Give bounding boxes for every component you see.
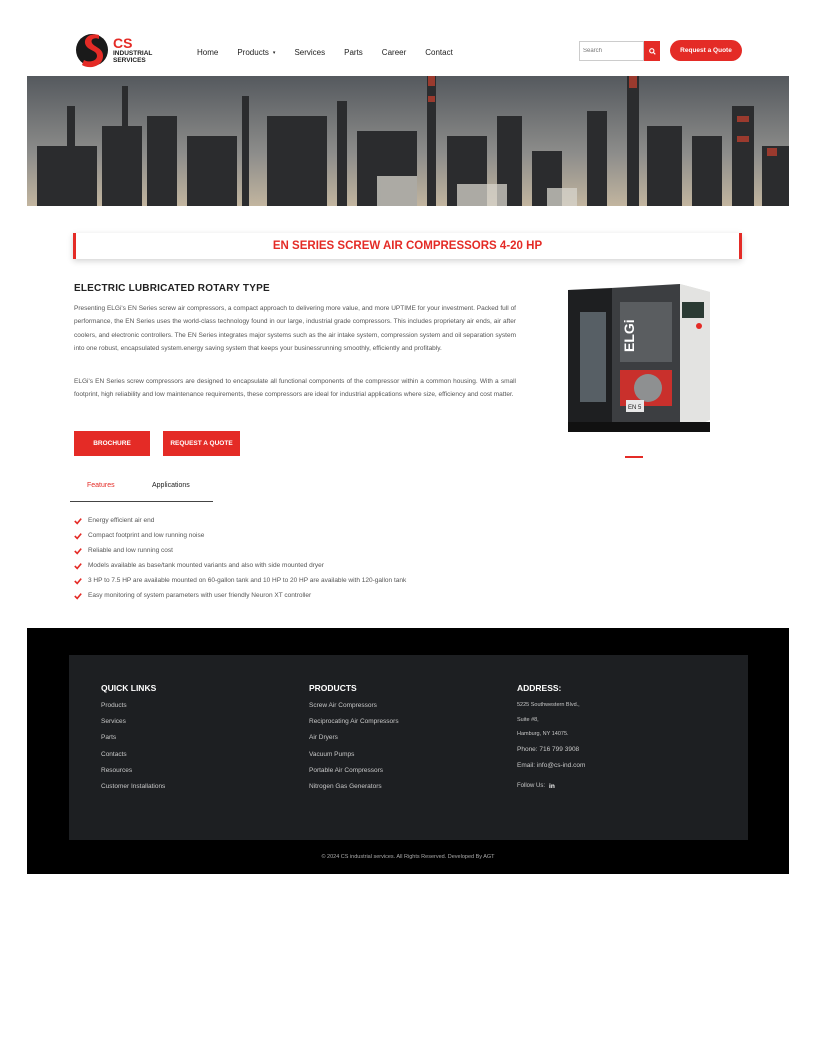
logo-line-2: SERVICES [113,57,146,64]
footer-link-vacuum-pumps[interactable]: Vacuum Pumps [309,750,355,758]
feature-text: Energy efficient air end [88,517,155,524]
footer-heading: PRODUCTS [309,683,357,693]
request-quote-button[interactable]: REQUEST A QUOTE [163,431,240,456]
footer-link-portable-compressors[interactable]: Portable Air Compressors [309,766,384,774]
footer-heading: ADDRESS: [517,683,562,693]
check-icon [74,592,82,600]
page-title-banner [73,233,742,259]
product-model-label: EN 5 [628,405,642,411]
footer-address [517,683,585,790]
brochure-button[interactable]: BROCHURE [74,431,150,456]
follow-label: Follow Us: [517,783,546,789]
description-paragraph-2: ELGi's EN Series screw compressors are designed to encapsulate all functional components of the compressor within a common housing. With a small footprint, high reliability and low maintenance requirements, these compressors are ideal for industrial applications where size, efficiency and cost matter. [74,378,516,399]
product-tabs [70,476,213,502]
footer-products [309,683,399,799]
list-item [74,543,406,558]
feature-text: Models available as base/tank mounted variants and also with side mounted dryer [88,562,324,569]
footer-link-parts[interactable]: Parts [101,734,117,742]
nav-home[interactable]: Home [197,48,219,57]
page-title: EN SERIES SCREW AIR COMPRESSORS 4-20 HP [272,240,543,252]
nav-parts[interactable]: Parts [344,48,363,57]
check-icon [74,532,82,540]
address-line: Suite #8, [517,716,539,723]
list-item [74,558,406,573]
product-brand-label: ELGi [621,319,637,352]
nav-products[interactable] [237,48,275,57]
list-item [74,573,406,588]
address-line: 5225 Southwestern Blvd., [517,702,580,708]
footer-follow [517,783,585,790]
search-input[interactable] [579,41,644,61]
tab-applications[interactable]: Applications [152,482,190,489]
check-icon [74,547,82,555]
request-quote-header-button[interactable]: Request a Quote [670,40,742,61]
footer-link-contacts[interactable]: Contacts [101,750,127,758]
list-item [74,528,406,543]
nav-services[interactable]: Services [294,48,326,57]
check-icon [74,517,82,525]
logo-line-1: INDUSTRIAL [113,50,153,57]
feature-text: Compact footprint and low running noise [88,532,205,539]
main-nav [197,48,472,57]
list-item [74,588,406,603]
nav-products-label: Products [237,48,269,57]
footer-phone[interactable]: Phone: 716 799 3908 [517,745,580,753]
linkedin-icon[interactable]: in [549,782,555,790]
description-paragraph-1: Presenting ELGi's EN Series screw air compressors, a compact approach to delivering more value, and more UPTIME for your investment. Packed full of performance, the EN Series uses the world-class technology found in our large, industrial grade compressors. This includes proprietary air ends, air after coolers, and electronic controllers. The EN Series integrates major systems such as the air intake system, compression system and oil separation system into one robust, encapsulated system.energy saving system that keeps your businessrunning smoothly, efficiently and profitably. [74,305,516,352]
search-box [579,41,660,61]
footer-link-resources[interactable]: Resources [101,766,133,774]
search-icon [649,48,656,55]
footer-heading: QUICK LINKS [101,683,157,693]
feature-text: Reliable and low running cost [88,547,173,554]
footer-link-customer-installations[interactable]: Customer Installations [101,782,166,790]
footer-link-services[interactable]: Services [101,718,126,726]
list-item [74,513,406,528]
check-icon [74,562,82,570]
address-line: Hamburg, NY 14075. [517,731,569,737]
features-list [74,513,406,603]
footer-email[interactable]: Email: info@cs-ind.com [517,762,586,769]
logo[interactable] [75,30,161,70]
search-button[interactable] [644,41,660,61]
refinery-skyline-image [27,76,789,206]
nav-career[interactable]: Career [381,48,407,57]
product-image [560,282,715,438]
site-footer [27,628,789,874]
logo-mark-icon [75,30,111,70]
site-header [27,24,789,76]
footer-link-reciprocating-compressors[interactable]: Reciprocating Air Compressors [309,718,399,726]
hero-banner-image [27,76,789,206]
image-slider-indicator[interactable] [625,456,643,458]
copyright-text: © 2024 CS industrial services. All Rights Reserved. Developed By AGT [321,854,495,860]
footer-link-air-dryers[interactable]: Air Dryers [309,734,338,742]
footer-link-nitrogen-generators[interactable]: Nitrogen Gas Generators [309,782,382,790]
chevron-down-icon: ▾ [272,49,276,56]
tab-features[interactable]: Features [87,482,115,489]
footer-quick-links [101,683,165,799]
footer-panel [69,655,748,840]
footer-link-screw-compressors[interactable]: Screw Air Compressors [309,702,377,709]
logo-name: CS [113,35,133,51]
product-subtitle: ELECTRIC LUBRICATED ROTARY TYPE [74,283,270,294]
footer-link-products[interactable]: Products [101,702,127,709]
feature-text: 3 HP to 7.5 HP are available mounted on 60-gallon tank and 10 HP to 20 HP are available with 120-gallon tank [88,577,407,584]
feature-text: Easy monitoring of system parameters with user friendly Neuron XT controller [88,592,312,599]
check-icon [74,577,82,585]
nav-contact[interactable]: Contact [425,48,453,57]
